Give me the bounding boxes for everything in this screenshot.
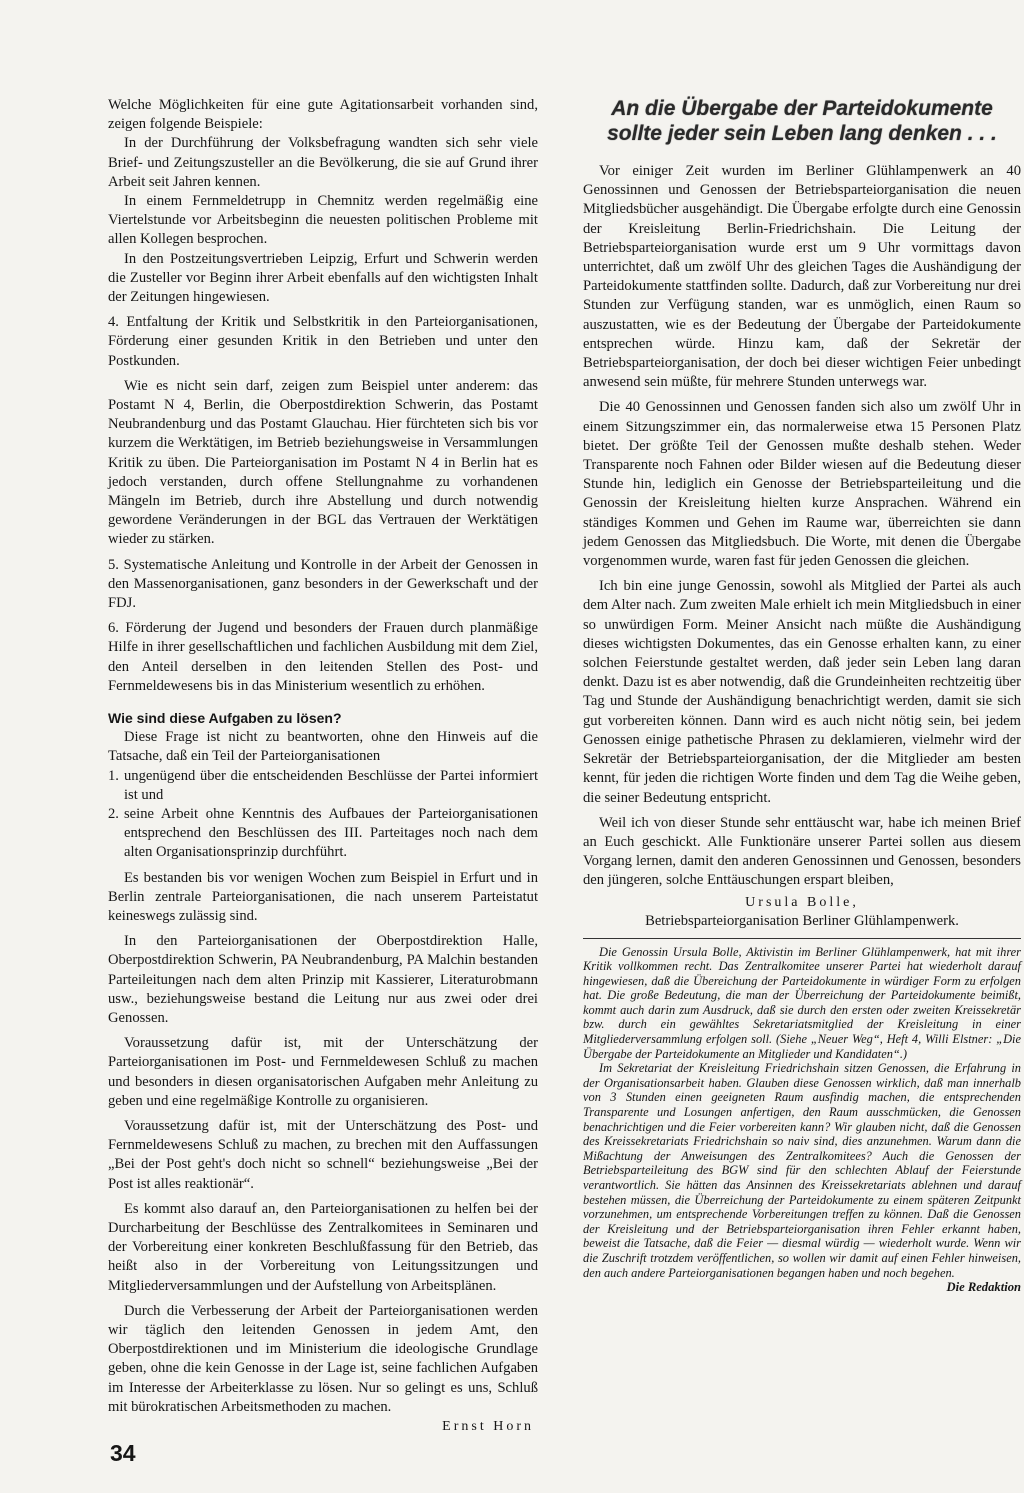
article-headline bbox=[583, 96, 1021, 146]
letter-signature-org: Betriebsparteiorganisation Berliner Glühlampenwerk. bbox=[645, 912, 959, 929]
point-6: 6. Förderung der Jugend und besonders der Frauen durch planmäßige Hilfe in ihrer gesellschaftlichen und fachlichen Ausbildung mit dem Ziel, den Anteil derselben in den leitenden Stellen des Post- und Fernmeldewesens bis in das Ministerium wesentlich zu erhöhen. bbox=[108, 620, 538, 694]
subheading: Wie sind diese Aufgaben zu lösen? bbox=[108, 710, 342, 727]
author-signature: Ernst Horn bbox=[442, 1419, 534, 1434]
letter-paragraph: Vor einiger Zeit wurden im Berliner Glühlampenwerk an 40 Genossinnen und Genossen der Betriebsparteiorganisation die neuen Mitgliedsbücher ausgehändigt. Die Übergabe erfolgte durch eine Genossin der Kreisleitung Berlin-Friedrichshain. Die Leitung der Betriebsparteiorganisation wurde erst um 9 Uhr vormittags davon unterrichtet, daß um zwölf Uhr des gleichen Tages die Aushändigung der Parteidokumente stattfinden sollte. Dadurch, daß zur Vorbereitung nur drei Stunden zur Verfügung standen, war es unmöglich, einen Raum so auszustatten, wie es der Bedeutung der Übergabe der Parteidokumente entsprechen würde. Hinzu kam, daß der Sekretär der Betriebsparteiorganisation, der doch bei dieser wichtigen Feier unbedingt anwesend sein müßte, für mehrere Stunden unterwegs war. bbox=[583, 163, 1021, 391]
body-paragraph: Voraussetzung dafür ist, mit der Unterschätzung der Parteiorganisationen im Post- und Fernmeldewesen Schluß zu machen und besonders in diesen organisatorischen Aufgaben mehr Anleitung zu geben und eine regelmäßige Kontrolle zu organisieren. bbox=[108, 1035, 538, 1109]
list-text: ungenügend über die entscheidenden Beschlüsse der Partei informiert ist und bbox=[124, 767, 538, 803]
body-paragraph: Es bestanden bis vor wenigen Wochen zum Beispiel in Erfurt und in Berlin zentrale Parteiorganisationen, die nach unserem Parteistatut keineswegs zulässig sind. bbox=[108, 869, 538, 924]
point-5: 5. Systematische Anleitung und Kontrolle in der Arbeit der Genossen in den Massenorganisationen, ganz besonders in der Gewerkschaft und der FDJ. bbox=[108, 556, 538, 612]
note-paragraph: Die Genossin Ursula Bolle, Aktivistin im Berliner Glühlampenwerk, hat mit ihrer Kritik vollkommen recht. Das Zentralkomitee unserer Partei hat wiederholt darauf hingewiesen, daß die Übereichung der Parteidokumente in würdiger Form zu erfolgen hat. Die große Bedeutung, die man der Überreichung der Parteidokumente beimißt, kommt auch darin zum Ausdruck, daß sie durch den ersten oder zweiten Kreissekretär bzw. durch ein gewähltes Sekretariatsmitglied der Kreisleitung in einer Mitgliederversammlung erfolgen soll. (Siehe „Neuer Weg“, Heft 4, Willi Elstner: „Die Übergabe der Parteidokumente an Mitglieder und Kandidaten“.) bbox=[583, 944, 1021, 1061]
letter-paragraph: Weil ich von dieser Stunde sehr enttäuscht war, habe ich meinen Brief an Euch geschickt. Alle Funktionäre unserer Partei sollen aus diesem Vorgang lernen, damit den anderen Genossinnen und Genossen, besonders den jüngeren, solche Enttäuschungen erspart bleiben, bbox=[583, 814, 1021, 889]
editor-signature: Die Redaktion bbox=[946, 1280, 1021, 1295]
headline-line: sollte jeder sein Leben lang denken . . . bbox=[607, 122, 997, 145]
list-number: 2. bbox=[108, 805, 119, 822]
body-paragraph: Voraussetzung dafür ist, mit der Unterschätzung des Post- und Fernmeldewesens Schluß zu machen, zu brechen mit den Auffassungen „Bei der Post geht's doch nicht so schnell“ beziehungsweise „Bei der Post ist alles reaktionär“. bbox=[108, 1117, 538, 1192]
divider bbox=[583, 938, 1021, 939]
point-4: 4. Entfaltung der Kritik und Selbstkritik in den Parteiorganisationen, Förderung einer gesunden Kritik in den Betrieben und unter den Postkunden. bbox=[108, 314, 538, 369]
body-paragraph: Durch die Verbesserung der Arbeit der Parteiorganisationen werden wir täglich den leitenden Genossen in jedem Amt, den Oberpostdirektionen und im Ministerium die ideologische Grundlage geben, ohne die kein Genosse in der Lage ist, seine fachlichen Aufgaben im Interesse der Arbeiterklasse zu lösen. Nur so gelingt es uns, Schluß mit bürokratischen Arbeitsmethoden zu machen. bbox=[108, 1302, 538, 1415]
letter-paragraph: Die 40 Genossinnen und Genossen fanden sich also um zwölf Uhr in einem Sitzungszimmer ein, das normalerweise etwa 15 Personen Platz bietet. Der größte Teil der Genossen mußte deshalb stehen. Weder Transparente noch Fahnen oder Bilder wiesen auf die Bedeutung dieser Stunde hin, lediglich ein Genosse der Betriebsparteileitung und die Genossin der Kreisleitung hielten kurze Ansprachen. Während ein ständiges Kommen und Gehen im Raume war, überreichten sie dann jedem Genossen das Mitgliedsbuch. Die Worte, mit denen die Übergabe vorgenommen wurde, waren fast für jeden Genossen die gleichen. bbox=[583, 399, 1021, 570]
right-column bbox=[583, 96, 1021, 1295]
question-paragraph: Diese Frage ist nicht zu beantworten, ohne den Hinweis auf die Tatsache, daß ein Teil der Parteiorganisationen bbox=[108, 729, 538, 765]
example-paragraph: In der Durchführung der Volksbefragung wandten sich sehr viele Brief- und Zeitungszusteller an die Bevölkerung, die sie auf Grund ihrer Arbeit seit Jahren kennen. bbox=[108, 135, 538, 190]
letter-paragraph: Ich bin eine junge Genossin, sowohl als Mitglied der Partei als auch dem Alter nach. Zum zweiten Male erhielt ich mein Mitgliedsbuch in einer so unwürdigen Form. Meiner Ansicht nach müßte die Aushändigung dieses wichtigsten Dokumentes, das ein Genosse erhalten kann, zu einer solchen Feierstunde gestaltet werden, daß jeder sein Leben lang daran denkt. Dazu ist es aber notwendig, daß die Grundeinheiten rechtzeitig über Tag und Stunde der Aushändigung benachrichtigt werden, damit sie sich gut vorbereiten können. Dann wird es auch nicht nötig sein, bei jedem Genossen einige pathetische Phrasen zu deklamieren, vielmehr wird der Sekretär der Betriebsparteiorganisation, der die Mitglieder am besten kennt, für jeden die richtigen Worte finden und dem Tag die Weihe geben, die seiner Bedeutung entspricht. bbox=[583, 578, 1021, 806]
page-number: 34 bbox=[110, 1440, 136, 1466]
body-paragraph: In den Parteiorganisationen der Oberpostdirektion Halle, Oberpostdirektion Schwerin, PA Neubrandenburg, PA Malchin bestanden Parteileitungen nach dem alten Prinzip mit Kassierer, Literaturobmann usw., beziehungsweise bestand die Leitung nur aus zwei oder drei Genossen. bbox=[108, 933, 538, 1026]
intro-paragraph: Welche Möglichkeiten für eine gute Agitationsarbeit vorhanden sind, zeigen folgende Beispiele: bbox=[108, 97, 538, 133]
kritik-paragraph: Wie es nicht sein darf, zeigen zum Beispiel unter anderem: das Postamt N 4, Berlin, die Oberpostdirektion Schwerin, das Postamt Neubrandenburg und das Postamt Glauchau. Hier fürchteten sich bis vor kurzem die Werktätigen, im Betrieb beziehungsweise in Versammlungen Kritik zu üben. Die Parteiorganisation im Postamt N 4 in Berlin hat es jedoch verstanden, durch offene Stellungnahme zu vorhandenen Mängeln im Betrieb, durch ihre Abstellung und durch notwendig gewordene Veränderungen in der BGL das Vertrauen der Werktätigen wieder zu stärken. bbox=[108, 377, 538, 548]
example-paragraph: In einem Fernmeldetrupp in Chemnitz werden regelmäßig eine Viertelstunde vor Arbeitsbeginn die neuesten politischen Probleme mit allen Kollegen besprochen. bbox=[108, 193, 538, 248]
list-item bbox=[108, 767, 538, 805]
list-text: seine Arbeit ohne Kenntnis des Aufbaues der Parteiorganisationen entsprechend den Beschlüssen des III. Parteitages noch nach dem alten Organisationsprinzip durchführt. bbox=[124, 805, 538, 861]
list-number: 1. bbox=[108, 767, 119, 784]
left-column bbox=[108, 96, 538, 1435]
headline-line: An die Übergabe der Parteidokumente bbox=[611, 97, 993, 120]
list-item bbox=[108, 805, 538, 863]
editorial-note bbox=[583, 938, 1021, 1295]
note-paragraph: Im Sekretariat der Kreisleitung Friedrichshain sitzen Genossen, die Erfahrung in der Organisationsarbeit haben. Glauben diese Genossen wirklich, daß man innerhalb von 3 Stunden einen geeigneten Raum ausfindig machen, die entsprechenden Transparente und Losungen anfertigen, den Raum ausschmücken, die Genossen benachrichtigen und die Feier vorbereiten kann? Wir glauben nicht, daß die Genossen des Kreissekretariats Friedrichshain so naiv sind, dies anzunehmen. Warum dann die Mißachtung der Anweisungen des Zentralkomitees? Auch die Genossen der Betriebsparteileitung des BGW sind für den schlechten Ablauf der Feierstunde verantwortlich. Sie hätten das Ansinnen des Kreissekretariats ablehnen und darauf bestehen müssen, die Überreichung der Parteidokumente zu einem späteren Zeitpunkt vorzunehmen, um entsprechende Vorbereitungen treffen zu können. Daß die Genossen der Kreisleitung und der Betriebsparteiorganisation ihren Fehler erkannt haben, beweist die Tatsache, daß die Feier — diesmal würdig — wiederholt wurde. Wenn wir die Zuschrift trotzdem veröffentlichen, so wollen wir damit auf einen Fehler hinweisen, den auch andere Parteiorganisationen begangen haben und noch begehen. bbox=[583, 1061, 1021, 1280]
body-paragraph: Es kommt also darauf an, den Parteiorganisationen zu helfen bei der Durcharbeitung der Beschlüsse des Zentralkomitees in Seminaren und der Vorbereitung einer konkreten Beschlußfassung für den Betrieb, das heißt also in der Vorbereitung von Leitungssitzungen und Mitgliederversammlungen und der Aufstellung von Arbeitsplänen. bbox=[108, 1200, 538, 1294]
example-paragraph: In den Postzeitungsvertrieben Leipzig, Erfurt und Schwerin werden die Zusteller vor Beginn ihrer Arbeit ebenfalls auf den wichtigsten Inhalt der Zeitungen hingewiesen. bbox=[108, 250, 538, 306]
letter-signature-name: Ursula Bolle, bbox=[745, 894, 859, 910]
